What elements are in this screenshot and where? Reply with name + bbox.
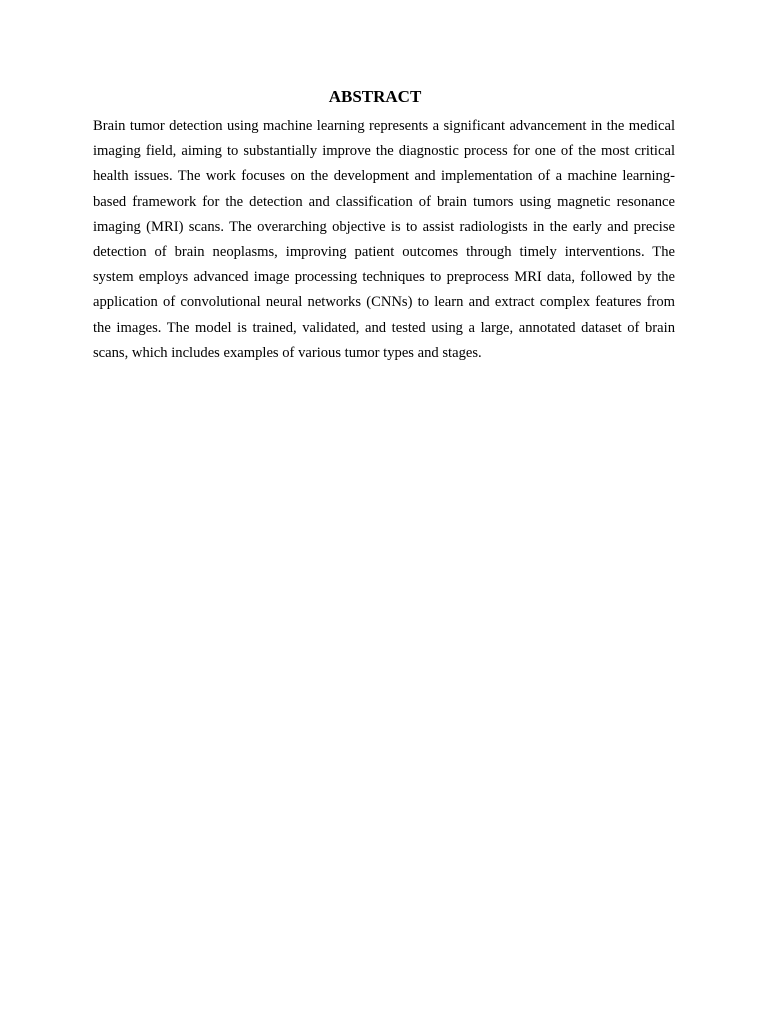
abstract-heading: ABSTRACT: [328, 87, 422, 106]
abstract-heading-container: [0, 86, 768, 108]
abstract-paragraph: Brain tumor detection using machine learning represents a significant advancement in the medical imaging field, aiming to substantially improve the diagnostic process for one of the most critical health issues. The work focuses on the development and implementation of a machine learning-based framework for the detection and classification of brain tumors using magnetic resonance imaging (MRI) scans. The overarching objective is to assist radiologists in the early and precise detection of brain neoplasms, improving patient outcomes through timely interventions. The system employs advanced image processing techniques to preprocess MRI data, followed by the application of convolutional neural networks (CNNs) to learn and extract complex features from the images. The model is trained, validated, and tested using a large, annotated dataset of brain scans, which includes examples of various tumor types and stages.: [93, 118, 675, 361]
